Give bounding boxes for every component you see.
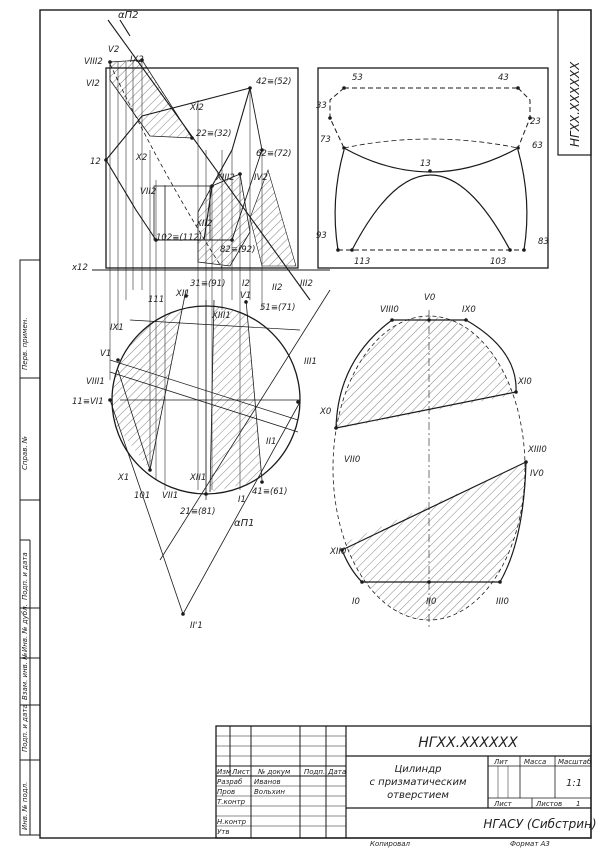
stamp-role-tkontr: Т.контр bbox=[217, 798, 246, 806]
label-IV0: IV0 bbox=[530, 469, 544, 479]
label-V1: V1 bbox=[100, 349, 112, 359]
stamp-sheets-value: 1 bbox=[576, 800, 581, 808]
stamp-code: НГХХ.ХХХХХХ bbox=[418, 735, 518, 751]
stamp-role-razrab: Разраб bbox=[217, 778, 243, 786]
label-p1-1: 11≡VI1 bbox=[72, 397, 104, 407]
label-X0: X0 bbox=[320, 407, 332, 417]
stamp-hdr-data: Дата bbox=[328, 768, 347, 776]
side-view bbox=[318, 68, 548, 268]
label-p5-3: 53 bbox=[352, 73, 363, 83]
true-shape-view bbox=[332, 290, 530, 630]
label-p10-1: 101 bbox=[134, 491, 151, 501]
stamp-title-line3: отверстием bbox=[387, 790, 449, 801]
label-x12: x12 bbox=[72, 263, 88, 273]
label-p2-1: 21≡(81) bbox=[180, 507, 216, 517]
label-I1: I1 bbox=[238, 495, 246, 505]
label-III0: III0 bbox=[496, 597, 509, 607]
label-p2-3: 23 bbox=[530, 117, 541, 127]
label-p4-1: 41≡(61) bbox=[252, 487, 288, 497]
label-VIII1: VIII1 bbox=[86, 377, 105, 387]
label-VIII0: VIII0 bbox=[380, 305, 399, 315]
side-label-dubl: Инв. № дубл. bbox=[21, 604, 29, 652]
side-label-podl: Инв. № подл. bbox=[21, 781, 29, 830]
stamp-hdr-scale: Масштаб bbox=[558, 758, 592, 766]
label-XII0: XII0 bbox=[330, 547, 347, 557]
label-p3-3: 33 bbox=[316, 101, 327, 111]
label-XI0: XI0 bbox=[518, 377, 532, 387]
label-alpha-p1: αП1 bbox=[234, 518, 255, 529]
label-II0: II0 bbox=[426, 597, 437, 607]
label-XIII1: XIII1 bbox=[212, 311, 231, 321]
stamp-name-prov: Вольхин bbox=[254, 788, 285, 796]
label-IX1: IX1 bbox=[110, 323, 124, 333]
stamp-role-utv: Утв bbox=[217, 828, 230, 836]
label-VII0: VII0 bbox=[344, 455, 361, 465]
label-XII1: XII1 bbox=[190, 473, 207, 483]
top-view bbox=[110, 290, 330, 614]
label-V0: V0 bbox=[424, 293, 436, 303]
stamp-org: НГАСУ (Сибстрин) bbox=[483, 817, 597, 831]
label-p10-3: 103 bbox=[490, 257, 507, 267]
label-p1-3: 13 bbox=[420, 159, 431, 169]
label-VI2: VI2 bbox=[86, 79, 100, 89]
label-p9-3: 93 bbox=[316, 231, 327, 241]
side-labels bbox=[21, 317, 29, 830]
stamp-kopiroval: Копировал bbox=[370, 840, 410, 848]
label-p8-3: 83 bbox=[538, 237, 549, 247]
label-XI2: XI2 bbox=[190, 103, 204, 113]
label-II2: II2 bbox=[272, 283, 283, 293]
label-X2: X2 bbox=[136, 153, 148, 163]
side-label-perv: Перв. примен. bbox=[21, 317, 29, 370]
label-p11-1: 111 bbox=[148, 295, 165, 305]
stamp-hdr-podp: Подп. bbox=[304, 768, 326, 776]
label-III2: III2 bbox=[300, 279, 313, 289]
stamp-name-razrab: Иванов bbox=[254, 778, 281, 786]
corner-code: НГХХ.ХХХХХХ bbox=[568, 61, 582, 147]
label-p4-3: 43 bbox=[498, 73, 509, 83]
label-p3-1: 31≡(91) bbox=[190, 279, 226, 289]
label-p8-2: 82≡(92) bbox=[220, 245, 256, 255]
label-IIp1: II'1 bbox=[190, 621, 203, 631]
side-label-podp1: Подп. и дата bbox=[21, 552, 29, 600]
label-p1-2: 12 bbox=[90, 157, 101, 167]
label-p6-2: 62≡(72) bbox=[256, 149, 292, 159]
label-p5-1: 51≡(71) bbox=[260, 303, 296, 313]
label-p7-3: 73 bbox=[320, 135, 331, 145]
label-III1: III1 bbox=[304, 357, 317, 367]
label-XIII2: XIII2 bbox=[216, 173, 235, 183]
label-p6-3: 63 bbox=[532, 141, 543, 151]
label-IX2: IX2 bbox=[130, 55, 144, 65]
stamp-hdr-izm: Изм bbox=[217, 768, 232, 776]
stamp-scale-value: 1:1 bbox=[566, 778, 583, 789]
stamp-sheets-label: Листов bbox=[536, 800, 563, 808]
label-I0: I0 bbox=[352, 597, 360, 607]
stamp-role-nkontr: Н.контр bbox=[217, 818, 247, 826]
label-I2: I2 bbox=[242, 279, 250, 289]
side-label-sprav: Справ. № bbox=[21, 435, 29, 470]
stamp-hdr-lit: Лит bbox=[494, 758, 508, 766]
label-VII2: VII2 bbox=[140, 187, 157, 197]
side-label-podp2: Подп. и дата bbox=[21, 704, 29, 752]
stamp-title-line1: Цилиндр bbox=[394, 764, 442, 775]
label-alpha-p2: αП2 bbox=[118, 10, 139, 21]
side-label-vzam: Взам. инв. № bbox=[21, 652, 29, 700]
label-IV2: IV2 bbox=[254, 173, 268, 183]
label-VII1: VII1 bbox=[162, 491, 179, 501]
label-V2: V2 bbox=[108, 45, 120, 55]
title-block-text bbox=[217, 735, 597, 848]
label-p2-2: 22≡(32) bbox=[196, 129, 232, 139]
stamp-role-prov: Пров bbox=[217, 788, 236, 796]
stamp-hdr-ndoc: № докум bbox=[258, 768, 291, 776]
label-IX0: IX0 bbox=[462, 305, 476, 315]
label-XI1: XI1 bbox=[176, 289, 190, 299]
label-p4-2: 42≡(52) bbox=[256, 77, 292, 87]
label-VIII2: VIII2 bbox=[84, 57, 103, 67]
corner-code-box bbox=[558, 10, 591, 155]
stamp-title-line2: с призматическим bbox=[369, 777, 467, 788]
label-X1: X1 bbox=[118, 473, 130, 483]
label-p10-2: 102≡(112) bbox=[156, 233, 203, 243]
stamp-format: Формат А3 bbox=[510, 840, 550, 848]
stamp-sheet-label: Лист bbox=[494, 800, 512, 808]
label-p11-3: 113 bbox=[354, 257, 371, 267]
stamp-hdr-massa: Масса bbox=[524, 758, 547, 766]
label-XII2: XII2 bbox=[196, 219, 213, 229]
label-XIII0: XIII0 bbox=[528, 445, 547, 455]
stamp-hdr-list: Лист bbox=[232, 768, 250, 776]
label-V1top: V1 bbox=[240, 291, 252, 301]
label-II1: II1 bbox=[266, 437, 277, 447]
